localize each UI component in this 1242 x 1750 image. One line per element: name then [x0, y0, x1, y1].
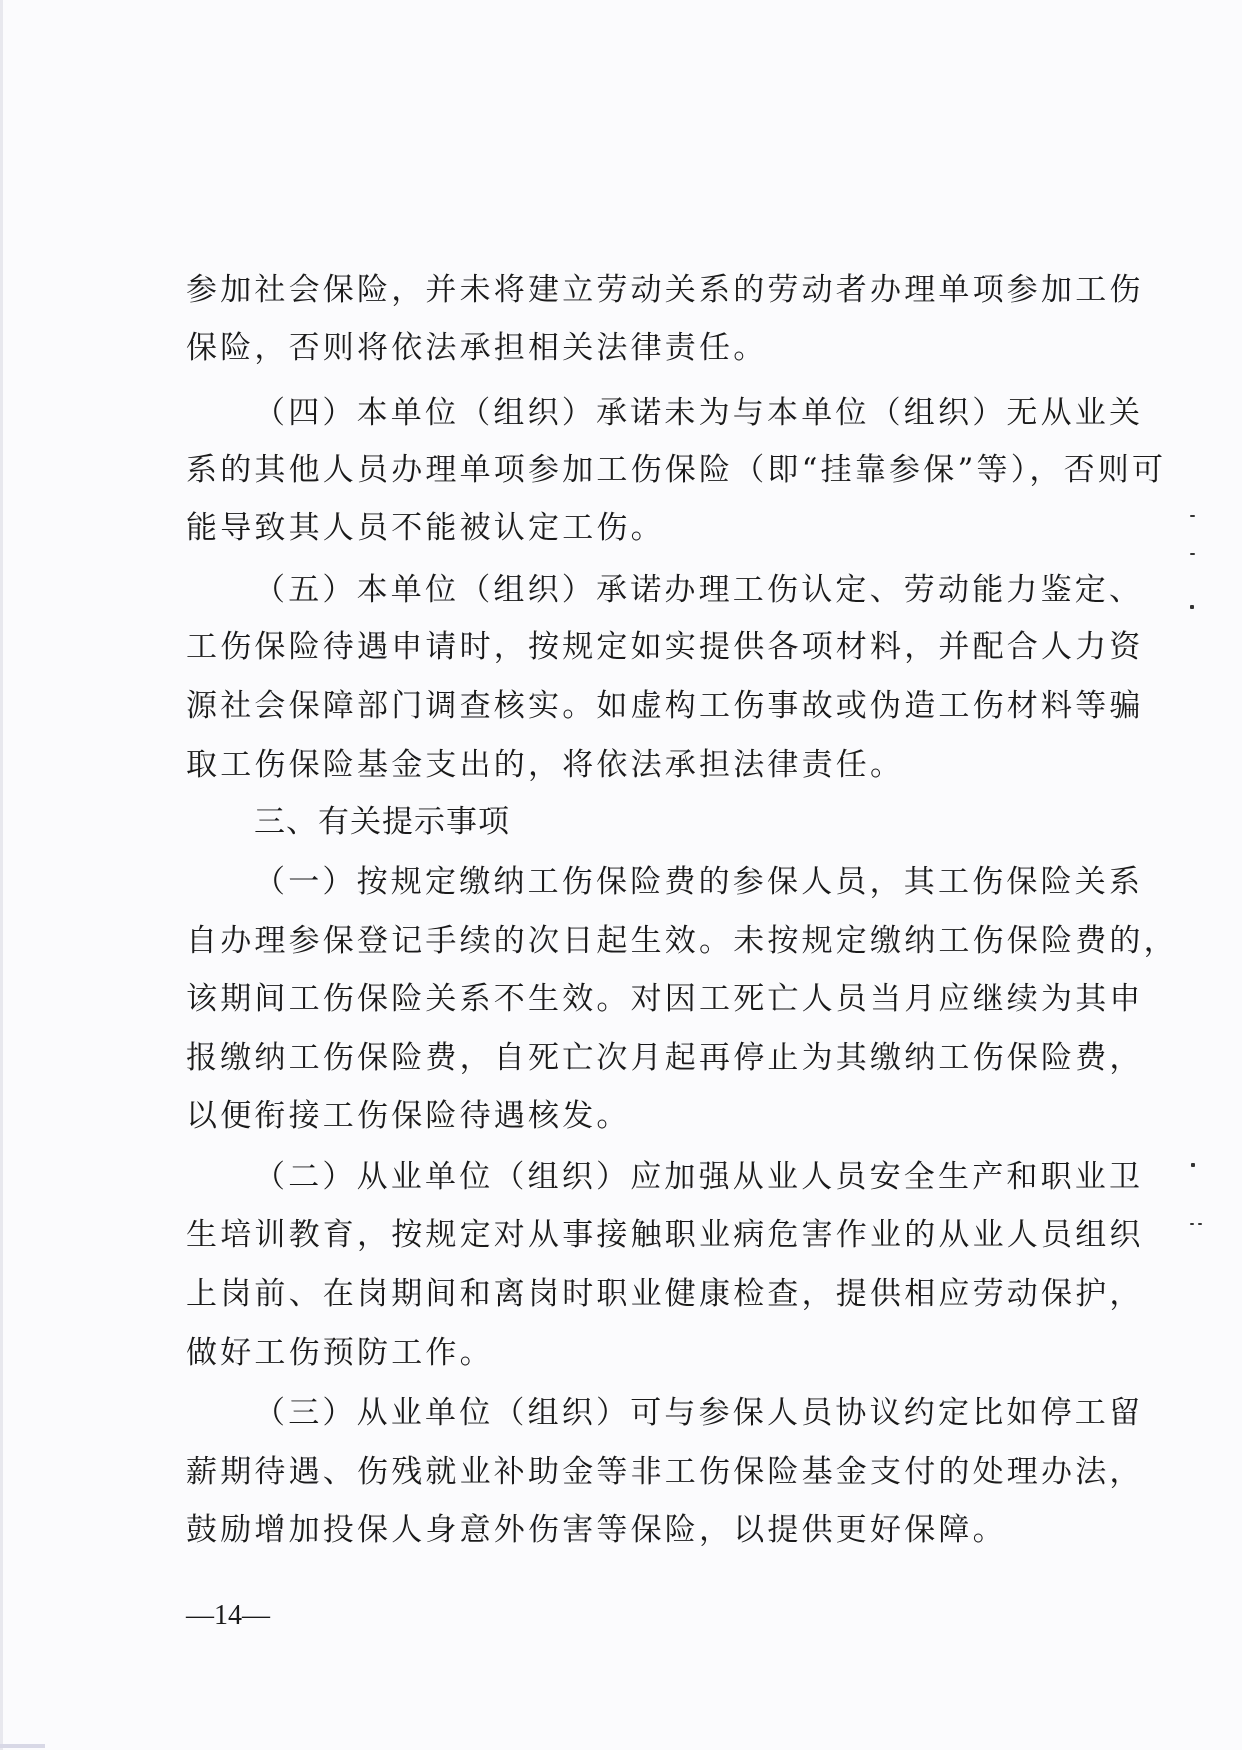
text-line: 系的其他人员办理单项参加工伤保险（即“挂靠参保”等），否则可	[186, 452, 1167, 488]
scan-speck	[1190, 605, 1194, 609]
text-line: 该期间工伤保险关系不生效。对因工死亡人员当月应继续为其申	[186, 981, 1144, 1017]
text-line: 上岗前、在岗期间和离岗时职业健康检查，提供相应劳动保护，	[186, 1276, 1144, 1312]
text-line: 源社会保障部门调查核实。如虚构工伤事故或伪造工伤材料等骗	[186, 688, 1144, 724]
text-line: 取工伤保险基金支出的，将依法承担法律责任。	[186, 747, 905, 783]
text-line: 鼓励增加投保人身意外伤害等保险，以提供更好保障。	[186, 1512, 1007, 1548]
text-line: 保险，否则将依法承担相关法律责任。	[186, 330, 768, 366]
text-line: 报缴纳工伤保险费，自死亡次月起再停止为其缴纳工伤保险费，	[186, 1040, 1144, 1076]
text-line: （三）从业单位（组织）可与参保人员协议约定比如停工留	[254, 1395, 1144, 1431]
text-line: 能导致其人员不能被认定工伤。	[186, 510, 665, 546]
text-line: （五）本单位（组织）承诺办理工伤认定、劳动能力鉴定、	[254, 572, 1144, 608]
scan-speck	[1190, 553, 1195, 555]
text-line: 自办理参保登记手续的次日起生效。未按规定缴纳工伤保险费的，	[186, 923, 1178, 959]
page-number: —14—	[186, 1600, 270, 1631]
text-line: 薪期待遇、伤残就业补助金等非工伤保险基金支付的处理办法，	[186, 1454, 1144, 1490]
text-line: 以便衔接工伤保险待遇核发。	[186, 1098, 631, 1134]
scan-edge	[0, 0, 3, 1750]
scan-speck	[1198, 1223, 1202, 1225]
text-line: （二）从业单位（组织）应加强从业人员安全生产和职业卫	[254, 1159, 1144, 1195]
text-line: 做好工伤预防工作。	[186, 1335, 494, 1371]
text-line: （一）按规定缴纳工伤保险费的参保人员，其工伤保险关系	[254, 864, 1144, 900]
text-line: 工伤保险待遇申请时，按规定如实提供各项材料，并配合人力资	[186, 629, 1144, 665]
scan-speck	[1190, 1223, 1194, 1225]
scan-edge-mark	[0, 1744, 45, 1748]
text-line: 生培训教育，按规定对从事接触职业病危害作业的从业人员组织	[186, 1217, 1144, 1253]
scan-speck	[1191, 1163, 1195, 1167]
scan-speck	[1190, 515, 1195, 517]
text-line: （四）本单位（组织）承诺未为与本单位（组织）无从业关	[254, 395, 1144, 431]
section-heading: 三、有关提示事项	[254, 804, 510, 840]
text-line: 参加社会保险，并未将建立劳动关系的劳动者办理单项参加工伤	[186, 272, 1144, 308]
